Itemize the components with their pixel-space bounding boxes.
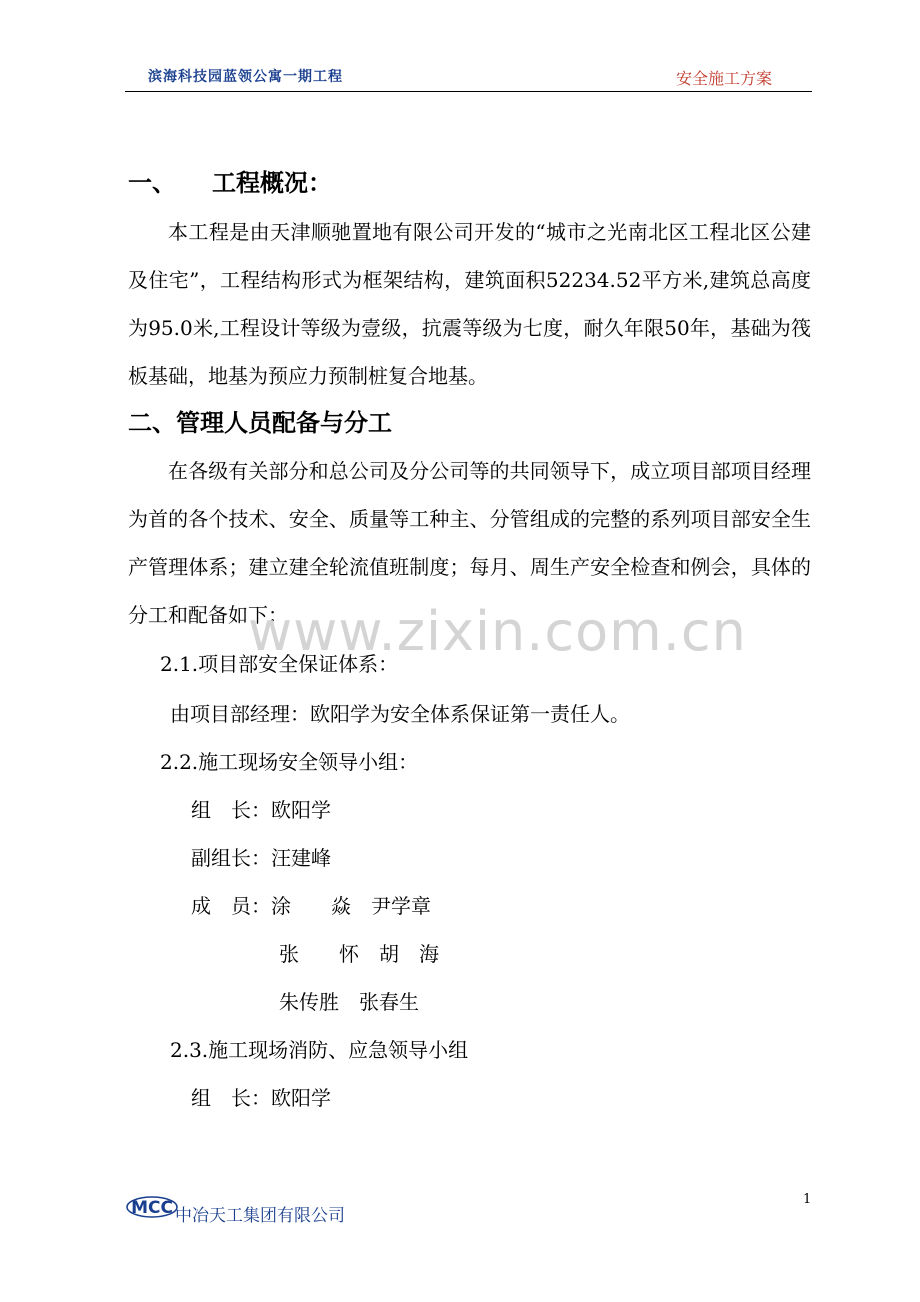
- sub22-deputy-row: [191, 846, 331, 870]
- section1-body: 本工程是由天津顺驰置地有限公司开发的“城市之光南北区工程北区公建及住宅”，工程结构形式为框架结构，建筑面积52234.52平方米,建筑总高度为95.0米,工程设计等级为壹级，抗震等级为七度，耐久年限50年，基础为筏板基础，地基为预应力预制桩复合地基。: [128, 220, 811, 388]
- sub23-leader-name: 欧阳学: [271, 1086, 331, 1110]
- sub21-text: 由项目部经理：欧阳学为安全体系保证第一责任人。: [170, 702, 630, 726]
- section1-heading-text: 工程概况：: [212, 169, 332, 197]
- sub23-leader-row: [191, 1086, 331, 1110]
- section2-heading: 二、管理人员配备与分工: [128, 409, 392, 437]
- header-project-title: 滨海科技园蓝领公寓一期工程: [148, 69, 343, 85]
- sub22-title: 2.2.施工现场安全领导小组：: [160, 750, 419, 774]
- sub22-members-label: 成 员：: [191, 894, 271, 918]
- mcc-logo-text: MCC: [131, 1198, 173, 1218]
- sub22-leader-label: 组 长：: [191, 798, 271, 822]
- sub22-leader-name: 欧阳学: [271, 798, 331, 822]
- sub21-title: 2.1.项目部安全保证体系：: [160, 652, 399, 676]
- sub22-members-row: [191, 894, 431, 918]
- header-document-type: 安全施工方案: [676, 69, 773, 88]
- page-number: 1: [803, 1192, 812, 1207]
- footer-company-name: 中冶天工集团有限公司: [175, 1206, 345, 1226]
- sub23-leader-label: 组 长：: [191, 1086, 271, 1110]
- sub22-members-names-2: 张 怀 胡 海: [279, 942, 439, 966]
- sub22-deputy-name: 汪建峰: [271, 846, 331, 870]
- section1-heading: [128, 171, 332, 195]
- sub22-members-names-1: 涂 焱 尹学章: [271, 894, 431, 918]
- sub22-leader-row: [191, 798, 331, 822]
- sub23-title: 2.3.施工现场消防、应急领导小组: [170, 1038, 469, 1062]
- section1-heading-number: 一、: [128, 169, 176, 197]
- section2-body: 在各级有关部分和总公司及分公司等的共同领导下，成立项目部项目经理为首的各个技术、安全、质量等工种主、分管组成的完整的系列项目部安全生产管理体系；建立建全轮流值班制度；每月、周生产安全检查和例会，具体的分工和配备如下：: [128, 459, 811, 627]
- sub22-deputy-label: 副组长：: [191, 846, 271, 870]
- header-divider: [125, 91, 812, 92]
- watermark-text: www.zixin.com.cn: [248, 600, 747, 663]
- sub22-members-names-3: 朱传胜 张春生: [279, 990, 419, 1014]
- mcc-logo: [126, 1194, 178, 1220]
